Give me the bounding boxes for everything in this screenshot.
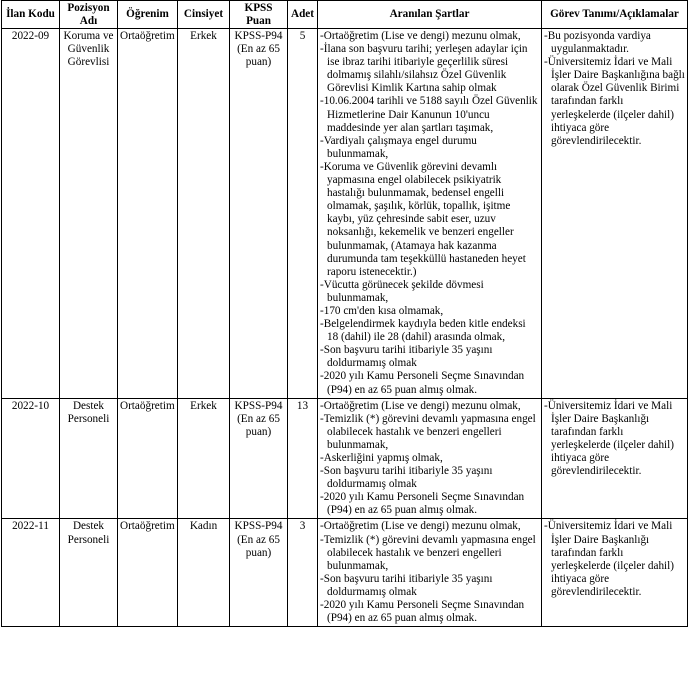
cell-adet: 3 bbox=[288, 519, 318, 627]
list-item: - Ortaöğretim (Lise ve dengi) mezunu olmak, bbox=[320, 520, 539, 533]
cell-gorev bbox=[542, 29, 688, 399]
cell-sartlar bbox=[318, 29, 542, 399]
list-item: - 2020 yılı Kamu Personeli Seçme Sınavından (P94) en az 65 puan almış olmak. bbox=[320, 370, 539, 396]
cell-sartlar bbox=[318, 398, 542, 519]
sartlar-list bbox=[320, 400, 539, 518]
header-gorev: Görev Tanımı/Açıklamalar bbox=[542, 1, 688, 29]
list-item: - Üniversitemiz İdari ve Mali İşler Daire Başkanlığı tarafından farklı yerleşkelerde (ilçeler dahil) ihtiyaca göre görevlendirilecektir. bbox=[544, 400, 685, 479]
cell-gorev bbox=[542, 519, 688, 627]
cell-ogrenim: Ortaöğretim bbox=[118, 519, 178, 627]
cell-cinsiyet: Kadın bbox=[178, 519, 230, 627]
header-kpss: KPSS Puan bbox=[230, 1, 288, 29]
gorev-list bbox=[544, 30, 685, 148]
list-item: - Koruma ve Güvenlik görevini devamlı yapmasına engel olabilecek psikiyatrik hastalığı bulunmamak, bedensel engelli olmamak, şaşılık, körlük, topallık, işitme kaybı, yüz çehresinde sabit eser, uzuv noksanlığı, kekemelik ve benzeri engeller bulunmamak, (Atamaya hak kazanma durumunda tam teşekküllü hastaneden heyet raporu istenecektir.) bbox=[320, 161, 539, 279]
header-pozisyon: Pozisyon Adı bbox=[60, 1, 118, 29]
list-item: - Belgelendirmek kaydıyla beden kitle endeksi 18 (dahil) ile 28 (dahil) arasında olmak, bbox=[320, 318, 539, 344]
cell-pozisyon: Destek Personeli bbox=[60, 398, 118, 519]
header-ogrenim: Öğrenim bbox=[118, 1, 178, 29]
list-item: - 10.06.2004 tarihli ve 5188 sayılı Özel Güvenlik Hizmetlerine Dair Kanunun 10'uncu maddesinde yer alan şartları taşımak, bbox=[320, 95, 539, 134]
cell-kpss: KPSS-P94 (En az 65 puan) bbox=[230, 398, 288, 519]
list-item: - Vücutta görünecek şekilde dövmesi bulunmamak, bbox=[320, 279, 539, 305]
cell-pozisyon: Destek Personeli bbox=[60, 519, 118, 627]
list-item: - 2020 yılı Kamu Personeli Seçme Sınavından (P94) en az 65 puan almış olmak. bbox=[320, 491, 539, 517]
list-item: - Üniversitemiz İdari ve Mali İşler Daire Başkanlığına bağlı olarak Özel Güvenlik Birimi tarafından farklı yerleşkelerde (ilçeler dahil) ihtiyaca göre görevlendirilecektir. bbox=[544, 56, 685, 148]
list-item: - Temizlik (*) görevini devamlı yapmasına engel olabilecek hastalık ve benzeri engelleri bulunmamak, bbox=[320, 534, 539, 573]
list-item: - Ortaöğretim (Lise ve dengi) mezunu olmak, bbox=[320, 30, 539, 43]
list-item: - Üniversitemiz İdari ve Mali İşler Daire Başkanlığı tarafından farklı yerleşkelerde (ilçeler dahil) ihtiyaca göre görevlendirilecektir. bbox=[544, 520, 685, 599]
job-listing-table bbox=[1, 0, 688, 627]
cell-sartlar bbox=[318, 519, 542, 627]
cell-pozisyon: Koruma ve Güvenlik Görevlisi bbox=[60, 29, 118, 399]
list-item: - Temizlik (*) görevini devamlı yapmasına engel olabilecek hastalık ve benzeri engelleri bulunmamak, bbox=[320, 413, 539, 452]
cell-adet: 13 bbox=[288, 398, 318, 519]
list-item: - Vardiyalı çalışmaya engel durumu bulunmamak, bbox=[320, 135, 539, 161]
gorev-list bbox=[544, 400, 685, 479]
table-row bbox=[2, 29, 688, 399]
list-item: - Bu pozisyonda vardiya uygulanmaktadır. bbox=[544, 30, 685, 56]
cell-gorev bbox=[542, 398, 688, 519]
header-adet: Adet bbox=[288, 1, 318, 29]
cell-kpss: KPSS-P94 (En az 65 puan) bbox=[230, 29, 288, 399]
cell-cinsiyet: Erkek bbox=[178, 29, 230, 399]
list-item: - Ortaöğretim (Lise ve dengi) mezunu olmak, bbox=[320, 400, 539, 413]
cell-ogrenim: Ortaöğretim bbox=[118, 398, 178, 519]
cell-ilan-kodu: 2022-10 bbox=[2, 398, 60, 519]
table-row bbox=[2, 398, 688, 519]
cell-kpss: KPSS-P94 (En az 65 puan) bbox=[230, 519, 288, 627]
list-item: - 2020 yılı Kamu Personeli Seçme Sınavından (P94) en az 65 puan almış olmak. bbox=[320, 599, 539, 625]
header-sartlar: Aranılan Şartlar bbox=[318, 1, 542, 29]
list-item: - Askerliğini yapmış olmak, bbox=[320, 452, 539, 465]
table-header-row bbox=[2, 1, 688, 29]
list-item: - 170 cm'den kısa olmamak, bbox=[320, 305, 539, 318]
list-item: - İlana son başvuru tarihi; yerleşen adaylar için ise ibraz tarihi itibariyle geçerlilik süresi dolmamış silahlı/silahsız Özel Güvenlik Görevlisi Kimlik Kartına sahip olmak bbox=[320, 43, 539, 95]
sartlar-list bbox=[320, 520, 539, 625]
header-cinsiyet: Cinsiyet bbox=[178, 1, 230, 29]
sartlar-list bbox=[320, 30, 539, 397]
cell-ilan-kodu: 2022-09 bbox=[2, 29, 60, 399]
header-ilan-kodu: İlan Kodu bbox=[2, 1, 60, 29]
gorev-list bbox=[544, 520, 685, 599]
list-item: - Son başvuru tarihi itibariyle 35 yaşını doldurmamış olmak bbox=[320, 573, 539, 599]
list-item: - Son başvuru tarihi itibariyle 35 yaşını doldurmamış olmak bbox=[320, 465, 539, 491]
table-row bbox=[2, 519, 688, 627]
cell-ogrenim: Ortaöğretim bbox=[118, 29, 178, 399]
cell-ilan-kodu: 2022-11 bbox=[2, 519, 60, 627]
list-item: - Son başvuru tarihi itibariyle 35 yaşını doldurmamış olmak bbox=[320, 344, 539, 370]
cell-adet: 5 bbox=[288, 29, 318, 399]
cell-cinsiyet: Erkek bbox=[178, 398, 230, 519]
